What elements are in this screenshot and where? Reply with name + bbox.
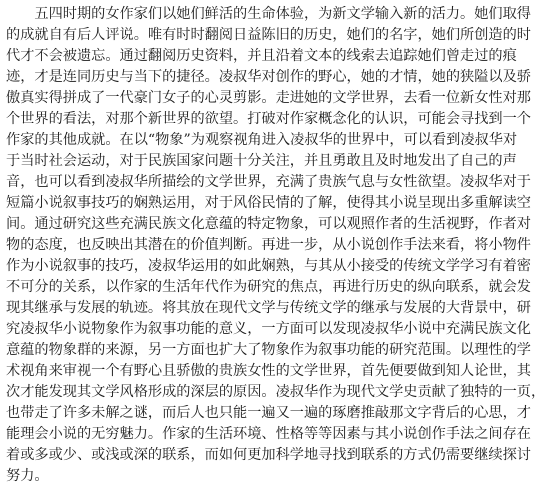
paragraph-line-5: 傲真实得拼成了一代豪门女子的心灵剪影。走进她的文学世界，去看一位新女性对那 — [6, 90, 531, 106]
paragraph-line-12: 物的态度，也反映出其潜在的价值判断。再进一步，从小说创作手法来看，将小物件 — [6, 237, 531, 253]
paragraph-line-22: 着或多或少、或浅或深的联系，而如何更加科学地寻找到联系的方式仍需要继续探讨 — [6, 447, 531, 463]
paragraph-line-15: 现其继承与发展的轨迹。将其放在现代文学与传统文学的继承与发展的大背景中，研 — [6, 300, 531, 316]
paragraph-line-14: 不可分的关系，以作家的生活年代作为研究的焦点，再进行历史的纵向联系，就会发 — [6, 279, 531, 295]
paragraph-line-16: 究凌叔华小说物象作为叙事功能的意义，一方面可以发现凌叔华小说中充满民族文化 — [6, 321, 531, 337]
paragraph-line-2: 的成就自有后人评说。唯有时时翻阅日益陈旧的历史，她们的名字，她们所创造的时 — [6, 27, 531, 43]
paragraph-line-21: 能理会小说的无穷魅力。作家的生活环境、性格等等因素与其小说创作手法之间存在 — [6, 426, 531, 442]
paragraph-line-13: 作为小说叙事的技巧，凌叔华运用的如此娴熟，与其从小接受的传统文学学习有着密 — [6, 258, 531, 274]
paragraph-line-8: 于当时社会运动，对于民族国家问题十分关注，并且勇敢且及时地发出了自己的声 — [6, 153, 517, 169]
paragraph-line-3: 代才不会被遗忘。通过翻阅历史资料，并且沿着文本的线索去追踪她们曾走过的痕 — [6, 48, 517, 64]
paragraph-line-7: 作家的其他成就。在以“物象”为观察视角进入凌叔华的世界中，可以看到凌叔华对 — [6, 132, 518, 148]
paragraph-line-19: 次才能发现其文学风格形成的深层的原因。凌叔华作为现代文学史贡献了独特的一页， — [6, 384, 545, 400]
paragraph-line-1: 五四时期的女作家们以她们鲜活的生命体验，为新文学输入新的活力。她们取得 — [6, 6, 531, 22]
paragraph-line-10: 短篇小说叙事技巧的娴熟运用，对于风俗民情的了解，使得其小说呈现出多重解读空 — [6, 195, 531, 211]
paragraph-line-17: 意蕴的物象群的来源，另一方面也扩大了物象作为叙事功能的研究范围。以理性的学 — [6, 342, 531, 358]
paragraph-line-23: 努力。 — [6, 468, 49, 484]
paragraph-line-4: 迹，才是连同历史与当下的捷径。凌叔华对创作的野心，她的才情，她的狭隘以及骄 — [6, 69, 531, 85]
paragraph-line-6: 个世界的看法，对那个新世界的欲望。打破对作家概念化的认识，可能会寻找到一个 — [6, 111, 531, 127]
paragraph-line-20: 也带走了许多未解之谜，而后人也只能一遍又一遍的琢磨推敲那文字背后的心思，才 — [6, 405, 531, 421]
paragraph-line-18: 术视角来审视一个有野心且骄傲的贵族女性的文学世界，首先便要做到知人论世，其 — [6, 363, 531, 379]
paragraph-line-9: 音，也可以看到凌叔华所描绘的文学世界，充满了贵族气息与女性欲望。凌叔华对于 — [6, 174, 531, 190]
paragraph-line-11: 间。通过研究这些充满民族文化意蕴的特定物象，可以观照作者的生活视野，作者对 — [6, 216, 531, 232]
